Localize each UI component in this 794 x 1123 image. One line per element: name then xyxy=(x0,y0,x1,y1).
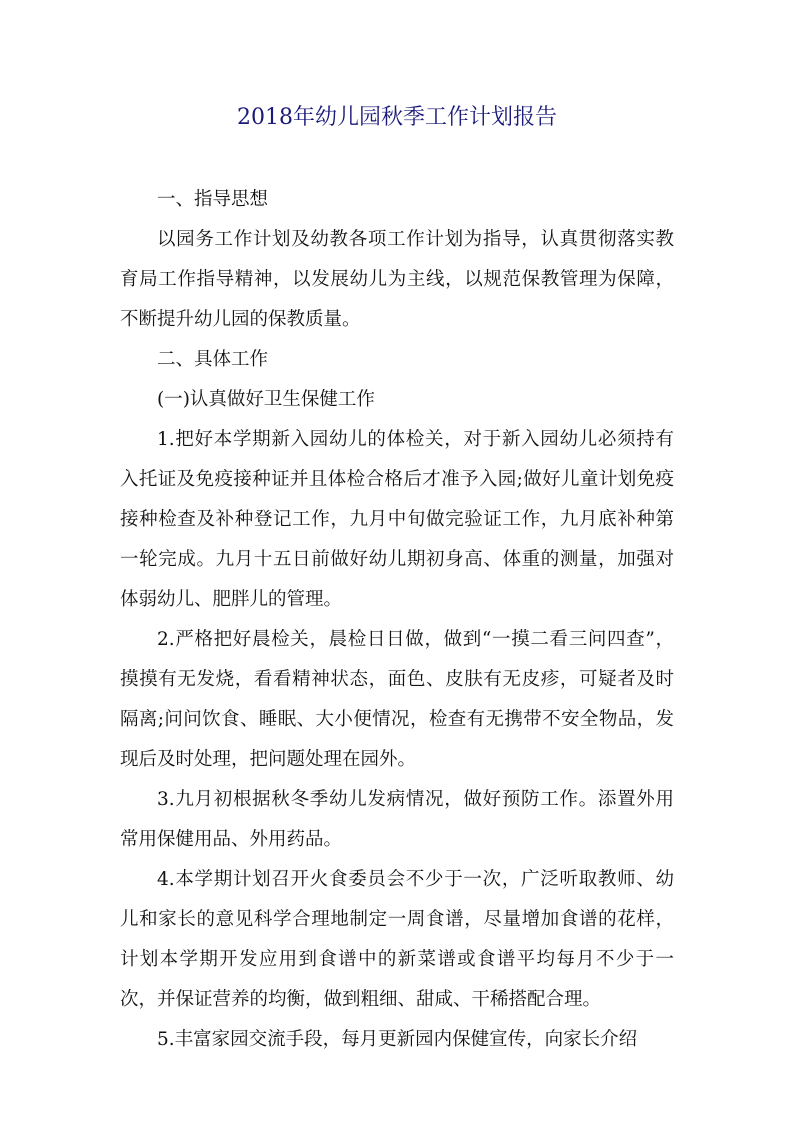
section-heading: 一、指导思想 xyxy=(157,189,269,210)
paragraph: 5.丰富家园交流手段，每月更新园内保健宣传，向家长介绍 xyxy=(157,1029,638,1050)
paragraph: 3.九月初根据秋冬季幼儿发病情况，做好预防工作。添置外用常用保健用品、外用药品。 xyxy=(120,789,674,850)
paragraph: 2.严格把好晨检关，晨检日日做，做到“一摸二看三问四查”，摸摸有无发烧，看看精神状态，面色、皮肤有无皮疹，可疑者及时隔离;问问饮食、睡眠、大小便情况，检查有无携带不安全物品，发现后及时处理，把问题处理在园外。 xyxy=(120,629,674,770)
paragraph: 1.把好本学期新入园幼儿的体检关，对于新入园幼儿必须持有入托证及免疫接种证并且体检合格后才准予入园;做好儿童计划免疫接种检查及补种登记工作，九月中旬做完验证工作，九月底补种第一轮完成。九月十五日前做好幼儿期初身高、体重的测量，加强对体弱幼儿、肥胖儿的管理。 xyxy=(120,429,674,610)
document-title: 2018年幼儿园秋季工作计划报告 xyxy=(237,105,557,130)
paragraph: 以园务工作计划及幼教各项工作计划为指导，认真贯彻落实教育局工作指导精神，以发展幼儿为主线，以规范保教管理为保障，不断提升幼儿园的保教质量。 xyxy=(120,229,674,330)
document-body xyxy=(120,180,674,1060)
subsection-heading: (一)认真做好卫生保健工作 xyxy=(157,389,375,410)
section-heading: 二、具体工作 xyxy=(157,349,269,370)
paragraph: 4.本学期计划召开火食委员会不少于一次，广泛听取教师、幼儿和家长的意见科学合理地制定一周食谱，尽量增加食谱的花样，计划本学期开发应用到食谱中的新菜谱或食谱平均每月不少于一次，并保证营养的均衡，做到粗细、甜咸、干稀搭配合理。 xyxy=(120,869,674,1010)
